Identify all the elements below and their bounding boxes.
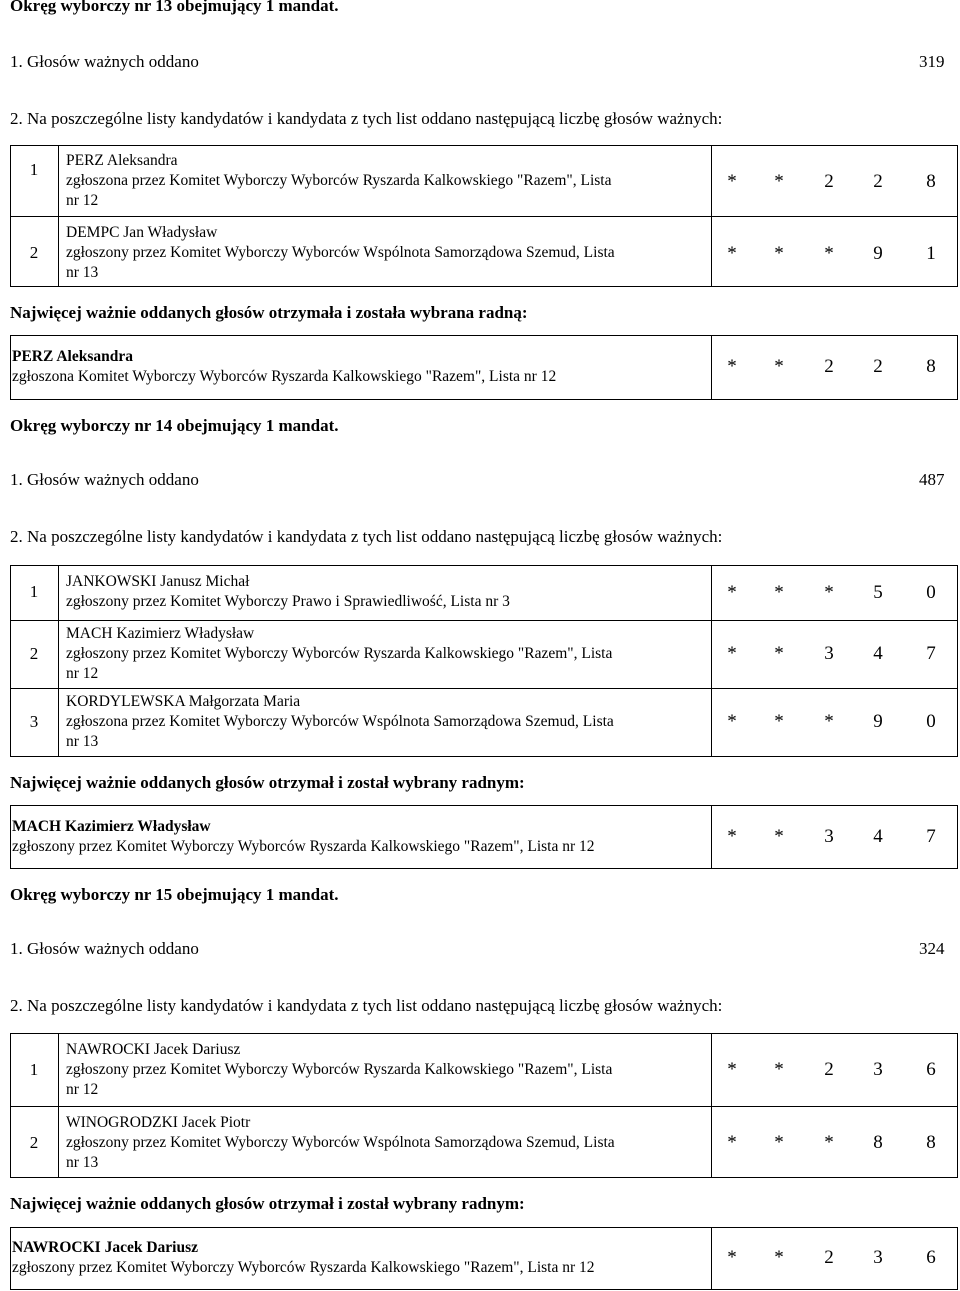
vote-digit: 6: [926, 1247, 936, 1268]
list-intro: 2. Na poszczególne listy kandydatów i kandydata z tych list oddano następującą liczbę głosów ważnych:: [10, 527, 723, 546]
vote-digit: 9: [873, 711, 883, 732]
candidate-committee: zgłoszony przez Komitet Wyborczy Prawo i Sprawiedliwość, Lista nr 3: [66, 593, 510, 610]
candidate-name: DEMPC Jan Władysław: [66, 224, 218, 241]
candidate-info: [66, 1113, 615, 1173]
district-heading: Okręg wyborczy nr 15 obejmujący 1 mandat.: [10, 885, 339, 904]
candidate-name: WINOGRODZKI Jacek Piotr: [66, 1114, 251, 1131]
candidate-committee: zgłoszony przez Komitet Wyborczy Wyborców Ryszarda Kalkowskiego "Razem", Lista: [66, 645, 613, 662]
vote-digit: 8: [926, 171, 936, 192]
winner-name: NAWROCKI Jacek Dariusz: [12, 1239, 198, 1256]
row-number: 1: [29, 582, 39, 601]
row-number: 2: [29, 644, 39, 663]
vote-digit: 7: [926, 643, 936, 664]
candidate-list-no: nr 13: [66, 733, 99, 750]
candidate-committee: zgłoszona przez Komitet Wyborczy Wyborców Wspólnota Samorządowa Szemud, Lista: [66, 713, 614, 730]
candidate-name: NAWROCKI Jacek Dariusz: [66, 1041, 241, 1058]
vote-digit: *: [774, 171, 784, 192]
vote-digit: 2: [873, 356, 883, 377]
vote-digit: 8: [926, 356, 936, 377]
winner-info: [12, 347, 556, 387]
valid-votes-label: 1. Głosów ważnych oddano: [10, 939, 199, 958]
vote-digit: 2: [873, 171, 883, 192]
winner-heading: Najwięcej ważnie oddanych głosów otrzymał i został wybrany radnym:: [10, 1194, 525, 1213]
vote-digit: *: [774, 582, 784, 603]
candidate-name: KORDYLEWSKA Małgorzata Maria: [66, 693, 301, 710]
vote-digit: 4: [873, 643, 883, 664]
vote-digit: 8: [926, 1132, 936, 1153]
candidate-committee: zgłoszony przez Komitet Wyborczy Wyborców Ryszarda Kalkowskiego "Razem", Lista: [66, 1061, 613, 1078]
vote-digit: 8: [873, 1132, 883, 1153]
vote-digit: *: [727, 243, 737, 264]
vote-digit: *: [727, 826, 737, 847]
vote-digit: *: [727, 356, 737, 377]
winner-heading: Najwięcej ważnie oddanych głosów otrzymała i została wybrana radną:: [10, 303, 528, 322]
candidate-committee: zgłoszony przez Komitet Wyborczy Wyborców Wspólnota Samorządowa Szemud, Lista: [66, 244, 615, 261]
vote-digit: *: [774, 1132, 784, 1153]
winner-info: [12, 1238, 595, 1278]
candidate-list-no: nr 13: [66, 264, 99, 281]
winner-committee: zgłoszony przez Komitet Wyborczy Wyborców Ryszarda Kalkowskiego "Razem", Lista nr 12: [12, 838, 595, 855]
vote-digit: *: [727, 643, 737, 664]
vote-digit: 1: [926, 243, 936, 264]
winner-committee: zgłoszony przez Komitet Wyborczy Wyborców Ryszarda Kalkowskiego "Razem", Lista nr 12: [12, 1259, 595, 1276]
vote-digit: 2: [824, 1247, 834, 1268]
candidate-name: MACH Kazimierz Władysław: [66, 625, 255, 642]
winner-name: PERZ Aleksandra: [12, 348, 134, 365]
valid-votes-label: 1. Głosów ważnych oddano: [10, 470, 199, 489]
vote-digit: *: [824, 711, 834, 732]
candidate-committee: zgłoszony przez Komitet Wyborczy Wyborców Wspólnota Samorządowa Szemud, Lista: [66, 1134, 615, 1151]
vote-digit: *: [774, 711, 784, 732]
vote-digit: 3: [873, 1247, 883, 1268]
vote-digit: 2: [824, 171, 834, 192]
valid-votes-label: 1. Głosów ważnych oddano: [10, 52, 199, 71]
vote-digit: 3: [873, 1059, 883, 1080]
list-intro: 2. Na poszczególne listy kandydatów i kandydata z tych list oddano następującą liczbę głosów ważnych:: [10, 996, 723, 1015]
winner-name: MACH Kazimierz Władysław: [12, 818, 211, 835]
candidate-list-no: nr 12: [66, 192, 99, 209]
vote-digit: 9: [873, 243, 883, 264]
vote-digit: *: [824, 1132, 834, 1153]
winner-committee: zgłoszona Komitet Wyborczy Wyborców Ryszarda Kalkowskiego "Razem", Lista nr 12: [12, 368, 557, 385]
row-number: 3: [29, 712, 39, 731]
row-number: 2: [29, 1133, 39, 1152]
vote-digit: 0: [926, 582, 936, 603]
vote-digit: 4: [873, 826, 883, 847]
vote-digit: 2: [824, 356, 834, 377]
candidate-info: [66, 692, 614, 752]
vote-digit: 2: [824, 1059, 834, 1080]
candidate-info: [66, 1040, 612, 1100]
row-number: 1: [29, 160, 39, 179]
vote-digit: 0: [926, 711, 936, 732]
candidate-name: JANKOWSKI Janusz Michał: [66, 573, 250, 590]
candidate-info: [66, 223, 615, 283]
vote-digit: *: [774, 1059, 784, 1080]
candidate-list-no: nr 12: [66, 665, 99, 682]
candidate-list-no: nr 13: [66, 1154, 99, 1171]
vote-digit: *: [774, 643, 784, 664]
vote-digit: 3: [824, 826, 834, 847]
vote-digit: 5: [873, 582, 883, 603]
vote-digit: *: [727, 582, 737, 603]
vote-digit: 7: [926, 826, 936, 847]
vote-digit: 3: [824, 643, 834, 664]
vote-digit: 6: [926, 1059, 936, 1080]
valid-votes-count: 487: [919, 470, 945, 489]
list-intro: 2. Na poszczególne listy kandydatów i kandydata z tych list oddano następującą liczbę głosów ważnych:: [10, 109, 723, 128]
vote-digit: *: [824, 243, 834, 264]
valid-votes-count: 319: [919, 52, 945, 71]
candidate-name: PERZ Aleksandra: [66, 152, 178, 169]
vote-digit: *: [824, 582, 834, 603]
district-heading: Okręg wyborczy nr 14 obejmujący 1 mandat.: [10, 416, 339, 435]
row-number: 2: [29, 243, 39, 262]
candidate-info: [66, 624, 612, 684]
vote-digit: *: [774, 826, 784, 847]
district-heading: Okręg wyborczy nr 13 obejmujący 1 mandat.: [10, 0, 339, 15]
vote-digit: *: [727, 1059, 737, 1080]
vote-digit: *: [774, 1247, 784, 1268]
row-number: 1: [29, 1060, 39, 1079]
vote-digit: *: [774, 356, 784, 377]
winner-info: [12, 817, 595, 857]
vote-digit: *: [727, 1247, 737, 1268]
vote-digit: *: [727, 1132, 737, 1153]
candidate-list-no: nr 12: [66, 1081, 99, 1098]
vote-digit: *: [774, 243, 784, 264]
vote-digit: *: [727, 171, 737, 192]
valid-votes-count: 324: [919, 939, 945, 958]
candidate-info: [66, 572, 510, 612]
candidate-committee: zgłoszona przez Komitet Wyborczy Wyborców Ryszarda Kalkowskiego "Razem", Lista: [66, 172, 612, 189]
candidate-info: [66, 151, 611, 211]
vote-digit: *: [727, 711, 737, 732]
winner-heading: Najwięcej ważnie oddanych głosów otrzymał i został wybrany radnym:: [10, 773, 525, 792]
